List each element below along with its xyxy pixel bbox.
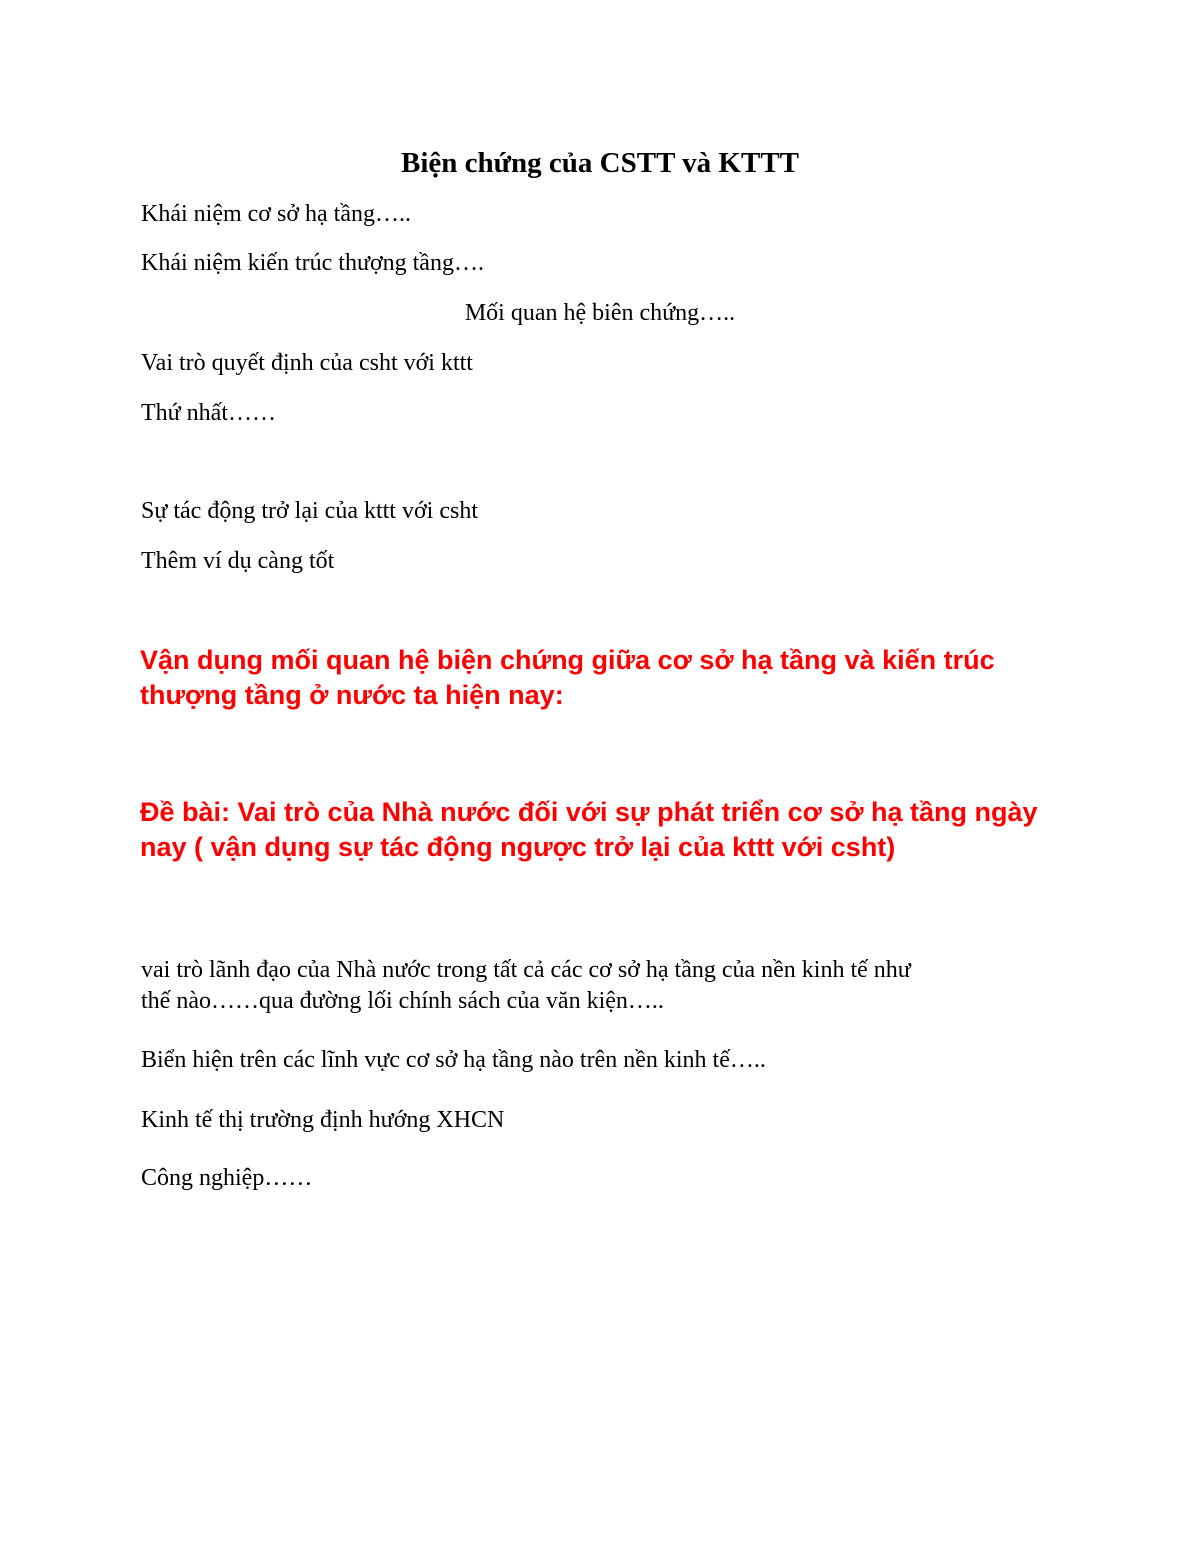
section-heading: Vận dụng mối quan hệ biện chứng giữa cơ sở hạ tầng và kiến trúc thượng tầng ở nước ta hiện nay:: [140, 645, 995, 710]
assignment-heading: Đề bài: Vai trò của Nhà nước đối với sự phát triển cơ sở hạ tầng ngày nay ( vận dụng sự tác động ngược trở lại của kttt với csht): [140, 797, 1038, 862]
text-line: Thêm ví dụ càng tốt: [141, 548, 335, 574]
centered-text-line: Mối quan hệ biên chứng…..: [464, 300, 736, 326]
text-line: Khái niệm cơ sở hạ tầng…..: [141, 201, 411, 227]
text-line: Biển hiện trên các lĩnh vực cơ sở hạ tầng nào trên nền kinh tế…..: [141, 1047, 766, 1073]
text-line: Khái niệm kiến trúc thượng tầng….: [141, 250, 484, 276]
text-line: Công nghiệp……: [141, 1165, 313, 1191]
text-line: Vai trò quyết định của csht với kttt: [141, 350, 473, 376]
document-title: Biện chứng của CSTT và KTTT: [401, 147, 799, 179]
text-line: Sự tác động trở lại của kttt với csht: [141, 498, 478, 524]
text-line: thế nào……qua đường lối chính sách của văn kiện…..: [141, 988, 664, 1014]
text-line: Kinh tế thị trường định hướng XHCN: [141, 1107, 505, 1133]
text-line: vai trò lãnh đạo của Nhà nước trong tất cả các cơ sở hạ tầng của nền kinh tế như: [141, 957, 911, 983]
text-line: Thứ nhất……: [141, 400, 276, 426]
